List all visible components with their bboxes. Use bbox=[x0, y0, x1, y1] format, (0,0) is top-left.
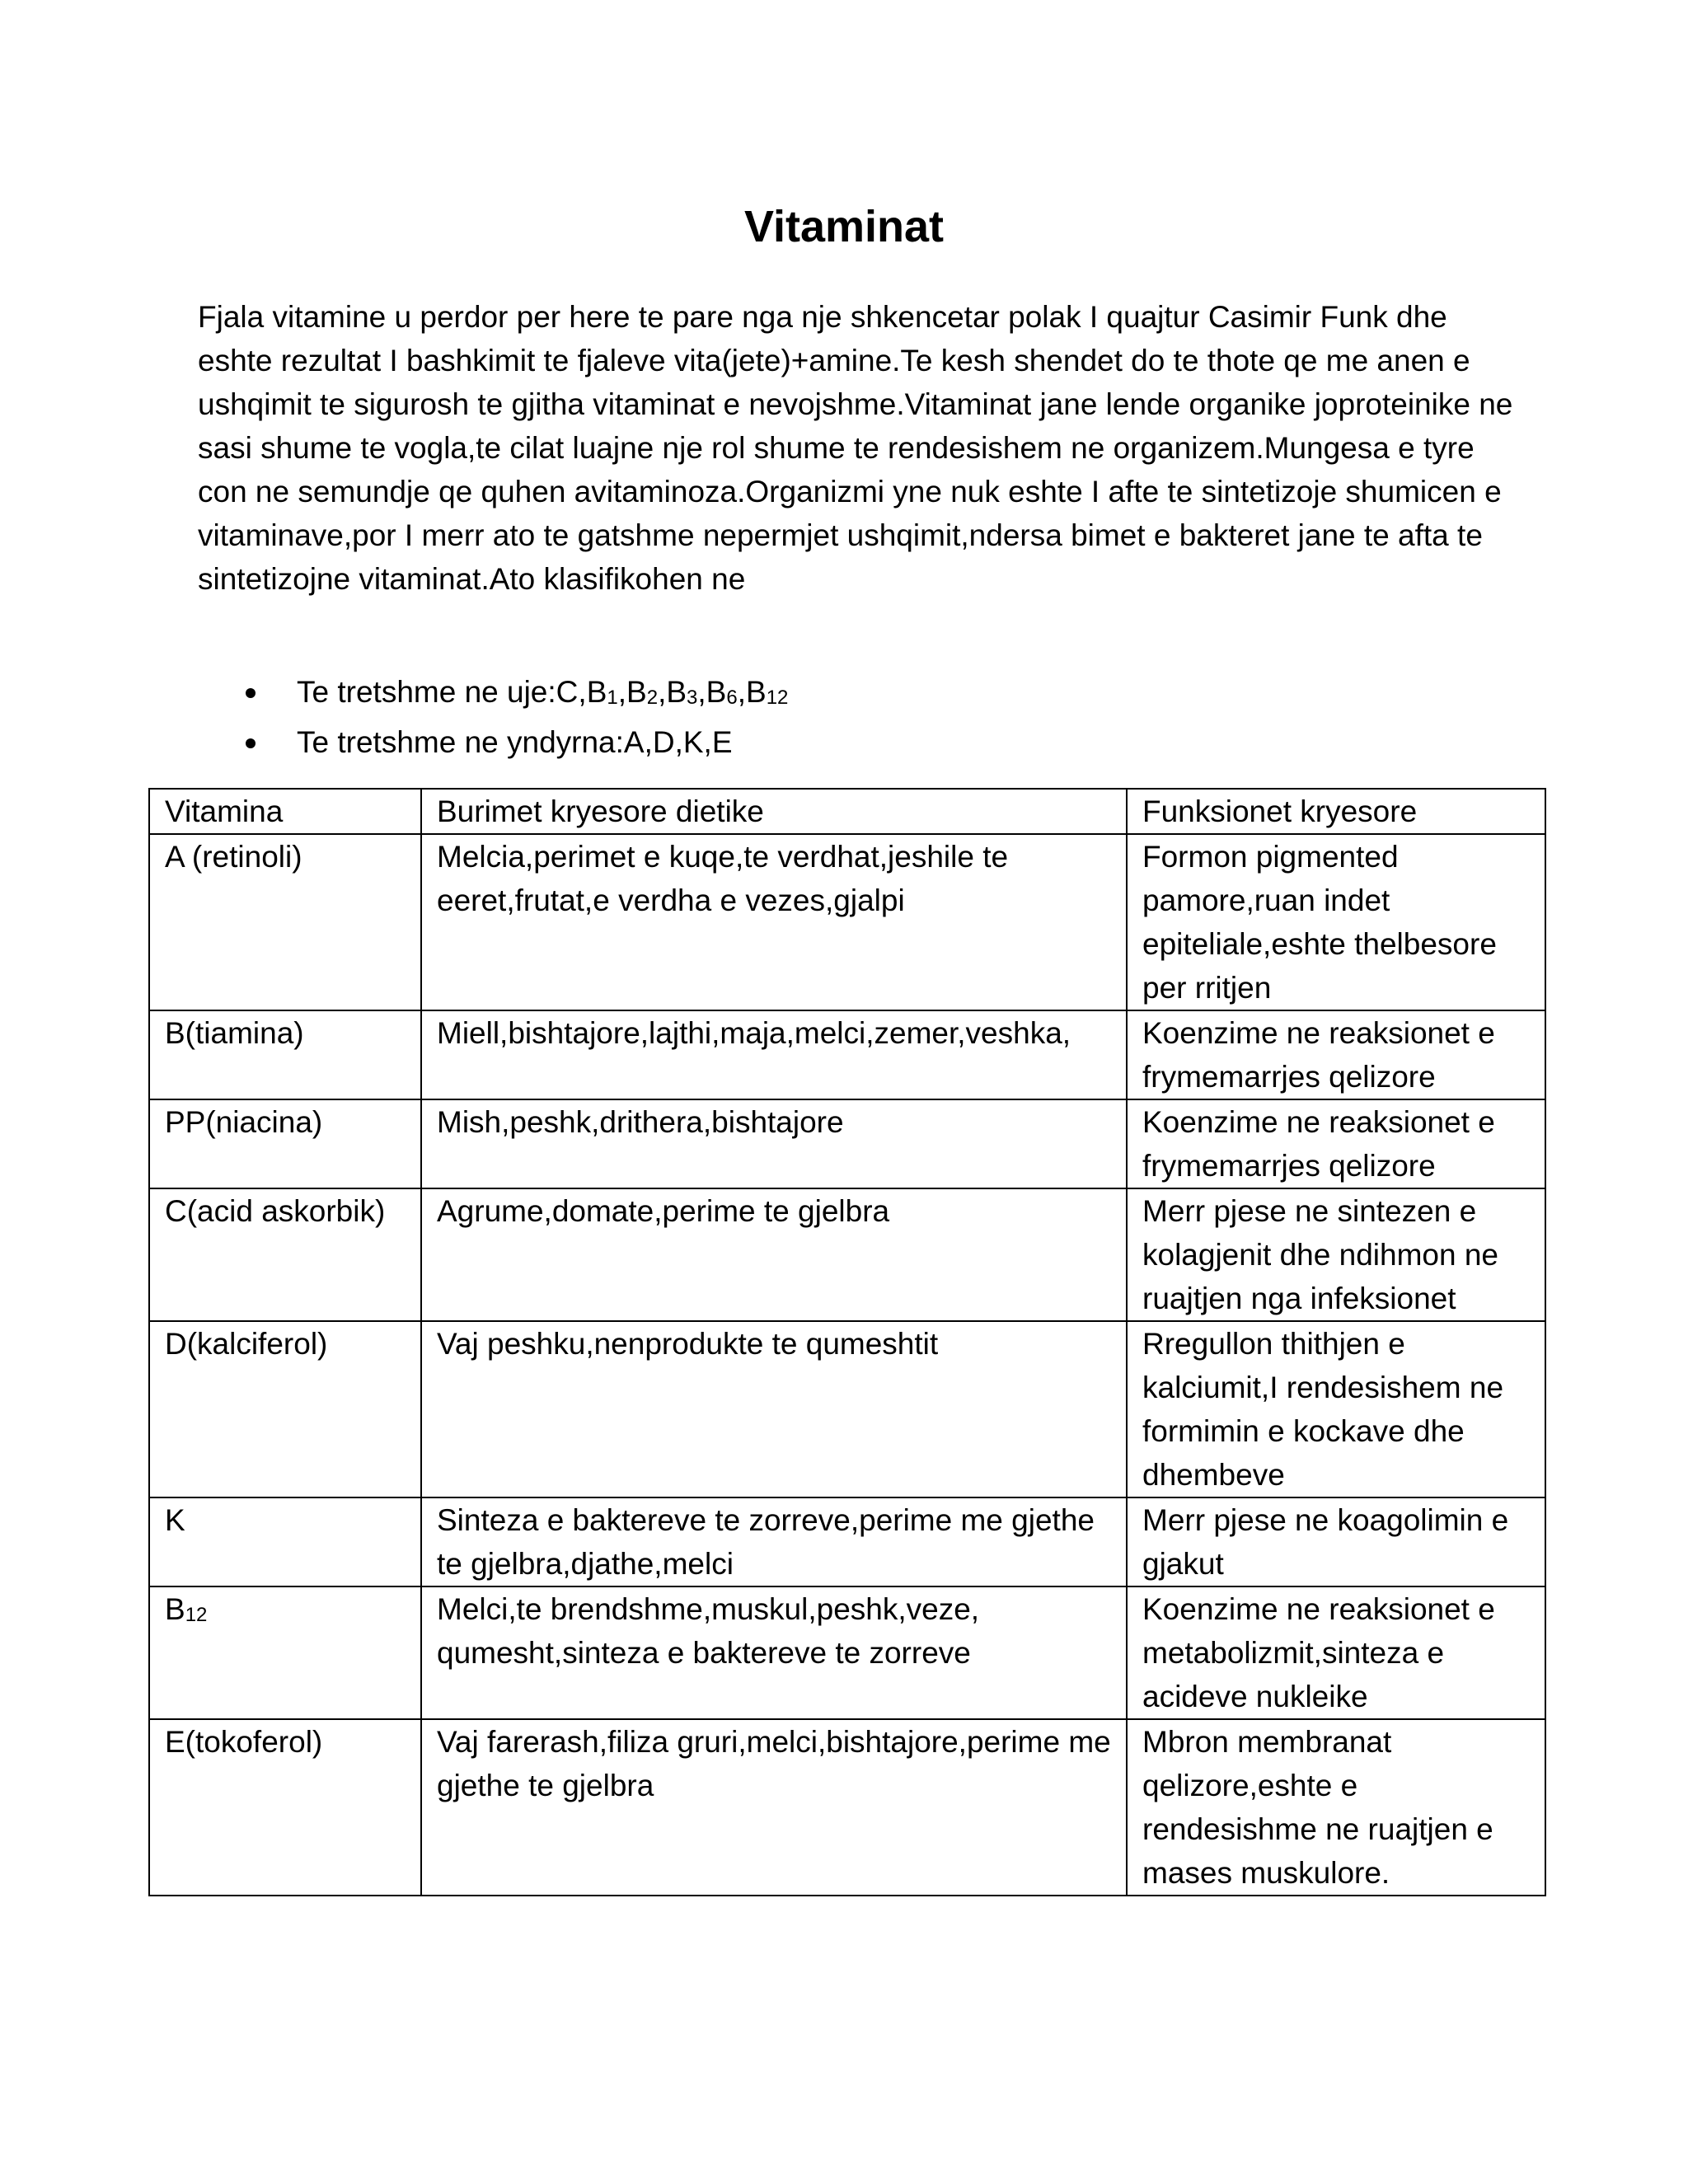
table-row bbox=[149, 1497, 1545, 1586]
vitamin-cell: K bbox=[149, 1497, 421, 1586]
table-row bbox=[149, 1099, 1545, 1188]
classification-list bbox=[239, 670, 788, 765]
vitamins-table bbox=[148, 788, 1546, 1896]
vitamin-cell: PP(niacina) bbox=[149, 1099, 421, 1188]
table-row bbox=[149, 834, 1545, 1010]
sources-cell: Vaj peshku,nenprodukte te qumeshtit bbox=[421, 1321, 1127, 1497]
functions-cell: Rregullon thithjen e kalciumit,I rendesishem ne formimin e kockave dhe dhembeve bbox=[1127, 1321, 1545, 1497]
vitamin-code: C bbox=[556, 675, 579, 709]
vitamin-cell bbox=[149, 1586, 421, 1719]
functions-cell: Merr pjese ne sintezen e kolagjenit dhe ndihmon ne ruajtjen nga infeksionet bbox=[1127, 1188, 1545, 1321]
sources-cell: Melci,te brendshme,muskul,peshk,veze, qumesht,sinteza e baktereve te zorreve bbox=[421, 1586, 1127, 1719]
vitamin-cell: A (retinoli) bbox=[149, 834, 421, 1010]
bullet-icon bbox=[246, 688, 256, 698]
sources-cell: Miell,bishtajore,lajthi,maja,melci,zemer,veshka, bbox=[421, 1010, 1127, 1099]
functions-cell: Formon pigmented pamore,ruan indet epiteliale,eshte thelbesore per rritjen bbox=[1127, 834, 1545, 1010]
functions-cell: Koenzime ne reaksionet e frymemarrjes qelizore bbox=[1127, 1010, 1545, 1099]
vitamin-cell: C(acid askorbik) bbox=[149, 1188, 421, 1321]
table-row bbox=[149, 1188, 1545, 1321]
table-row bbox=[149, 1719, 1545, 1896]
table-row bbox=[149, 1586, 1545, 1719]
water-soluble-prefix: Te tretshme ne uje: bbox=[297, 675, 556, 709]
functions-cell: Merr pjese ne koagolimin e gjakut bbox=[1127, 1497, 1545, 1586]
column-header-functions: Funksionet kryesore bbox=[1127, 789, 1545, 834]
table-row bbox=[149, 1321, 1545, 1497]
column-header-sources: Burimet kryesore dietike bbox=[421, 789, 1127, 834]
vitamin-code: B bbox=[165, 1592, 185, 1626]
bullet-icon bbox=[246, 738, 256, 748]
list-item-water-soluble bbox=[239, 670, 788, 720]
vitamin-cell: B(tiamina) bbox=[149, 1010, 421, 1099]
vitamin-subscript: 6 bbox=[726, 687, 738, 709]
vitamin-cell: D(kalciferol) bbox=[149, 1321, 421, 1497]
column-header-vitamin: Vitamina bbox=[149, 789, 421, 834]
page-title: Vitaminat bbox=[743, 202, 945, 251]
vitamin-code: B bbox=[666, 675, 687, 709]
vitamin-subscript: 12 bbox=[766, 687, 789, 709]
vitamin-code: B bbox=[706, 675, 727, 709]
sources-cell: Vaj farerash,filiza gruri,melci,bishtajore,perime me gjethe te gjelbra bbox=[421, 1719, 1127, 1896]
vitamin-subscript: 12 bbox=[185, 1604, 208, 1626]
vitamin-subscript: 3 bbox=[687, 687, 698, 709]
vitamin-subscript: 1 bbox=[607, 687, 618, 709]
sources-cell: Sinteza e baktereve te zorreve,perime me gjethe te gjelbra,djathe,melci bbox=[421, 1497, 1127, 1586]
vitamin-code: B bbox=[746, 675, 767, 709]
vitamin-cell: E(tokoferol) bbox=[149, 1719, 421, 1896]
list-item-fat-soluble bbox=[239, 720, 788, 765]
fat-soluble-text: Te tretshme ne yndyrna:A,D,K,E bbox=[297, 725, 733, 759]
sources-cell: Mish,peshk,drithera,bishtajore bbox=[421, 1099, 1127, 1188]
functions-cell: Koenzime ne reaksionet e metabolizmit,sinteza e acideve nukleike bbox=[1127, 1586, 1545, 1719]
sources-cell: Agrume,domate,perime te gjelbra bbox=[421, 1188, 1127, 1321]
vitamin-code: B bbox=[586, 675, 607, 709]
table-header-row bbox=[149, 789, 1545, 834]
sources-cell: Melcia,perimet e kuqe,te verdhat,jeshile te eeret,frutat,e verdha e vezes,gjalpi bbox=[421, 834, 1127, 1010]
functions-cell: Koenzime ne reaksionet e frymemarrjes qelizore bbox=[1127, 1099, 1545, 1188]
intro-paragraph: Fjala vitamine u perdor per here te pare nga nje shkencetar polak I quajtur Casimir Funk dhe eshte rezultat I bashkimit te fjaleve vita(jete)+amine.Te kesh shendet do te thote qe me anen e ushqimit te sigurosh te gjitha vitaminat e nevojshme.Vitaminat jane lende organike joproteinike ne sasi shume te vogla,te cilat luajne nje rol shume te rendesishem ne organizem.Mungesa e tyre con ne semundje qe quhen avitaminoza.Organizmi yne nuk eshte I afte te sintetizoje shumicen e vitaminave,por I merr ato te gatshme nepermjet ushqimit,ndersa bimet e bakteret jane te afta te sintetizojne vitaminat.Ato klasifikohen ne bbox=[198, 300, 1513, 596]
functions-cell: Mbron membranat qelizore,eshte e rendesishme ne ruajtjen e mases muskulore. bbox=[1127, 1719, 1545, 1896]
vitamin-code: B bbox=[626, 675, 647, 709]
water-soluble-vitamins: $C,B_1,B_2,B_3,B_6,B_{12}$ bbox=[556, 675, 789, 709]
table-row bbox=[149, 1010, 1545, 1099]
vitamin-subscript: 2 bbox=[646, 687, 659, 709]
